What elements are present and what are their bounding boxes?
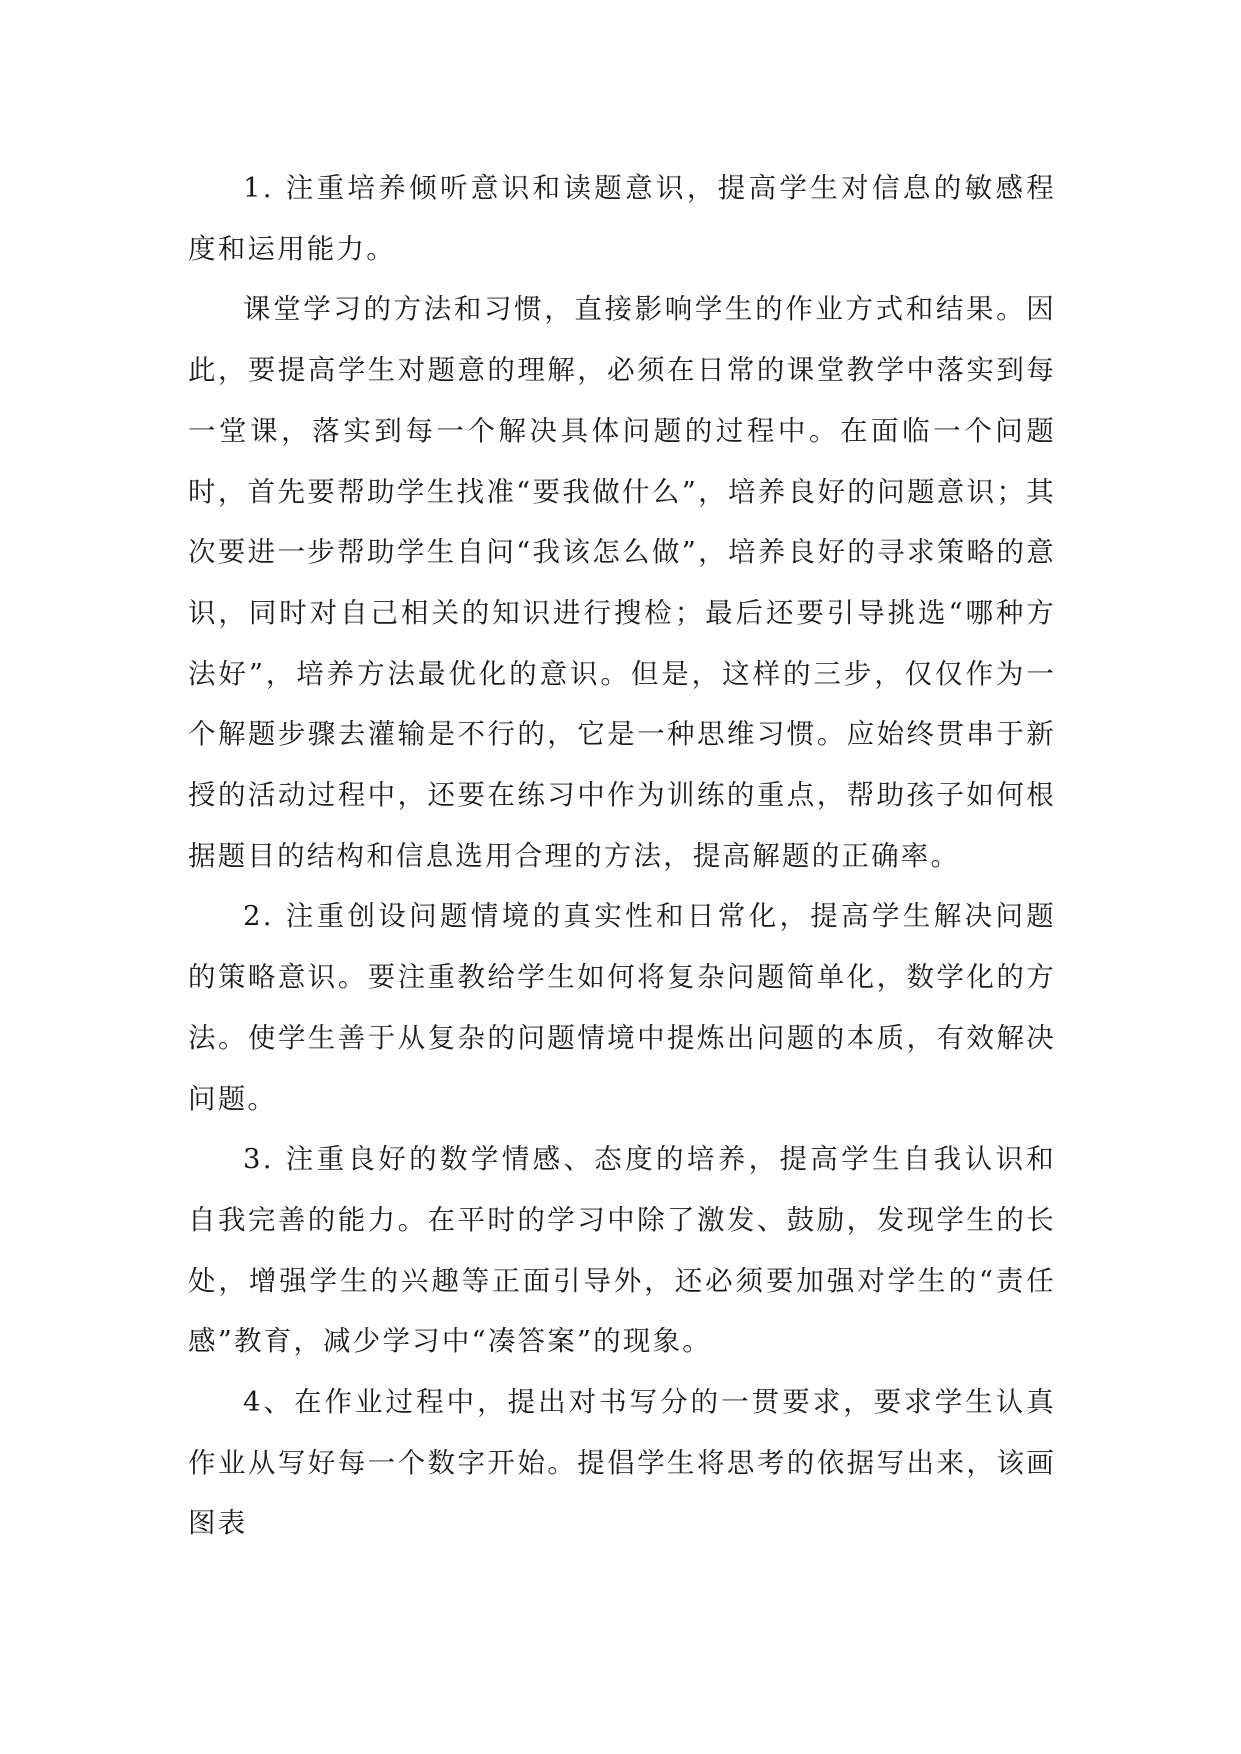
paragraph-classroom-habits: 课堂学习的方法和习惯，直接影响学生的作业方式和结果。因此，要提高学生对题意的理解，必须在日常的课堂教学中落实到每一堂课，落实到每一个解决具体问题的过程中。在面临一个问题时，首先要帮助学生找准“要我做什么”，培养良好的问题意识；其次要进一步帮助学生自问“我该怎么做”，培养良好的寻求策略的意识，同时对自己相关的知识进行搜检；最后还要引导挑选“哪种方法好”，培养方法最优化的意识。但是，这样的三步，仅仅作为一个解题步骤去灌输是不行的，它是一种思维习惯。应始终贯串于新授的活动过程中，还要在练习中作为训练的重点，帮助孩子如何根据题目的结构和信息选用合理的方法，提高解题的正确率。 (188, 293, 1056, 872)
paragraph-point-3: 3. 注重良好的数学情感、态度的培养，提高学生自我认识和自我完善的能力。在平时的学习中除了激发、鼓励，发现学生的长处，增强学生的兴趣等正面引导外，还必须要加强对学生的“责任感”教育，减少学习中“凑答案”的现象。 (188, 1143, 1056, 1358)
paragraph-point-1: 1. 注重培养倾听意识和读题意识，提高学生对信息的敏感程度和运用能力。 (188, 172, 1056, 265)
paragraph-point-4: 4、在作业过程中，提出对书写分的一贯要求，要求学生认真作业从写好每一个数字开始。提倡学生将思考的依据写出来，该画图表 (188, 1386, 1056, 1540)
paragraph-point-2: 2. 注重创设问题情境的真实性和日常化，提高学生解决问题的策略意识。要注重教给学生如何将复杂问题简单化，数学化的方法。使学生善于从复杂的问题情境中提炼出问题的本质，有效解决问题。 (188, 900, 1056, 1115)
document-page (188, 158, 1056, 1554)
